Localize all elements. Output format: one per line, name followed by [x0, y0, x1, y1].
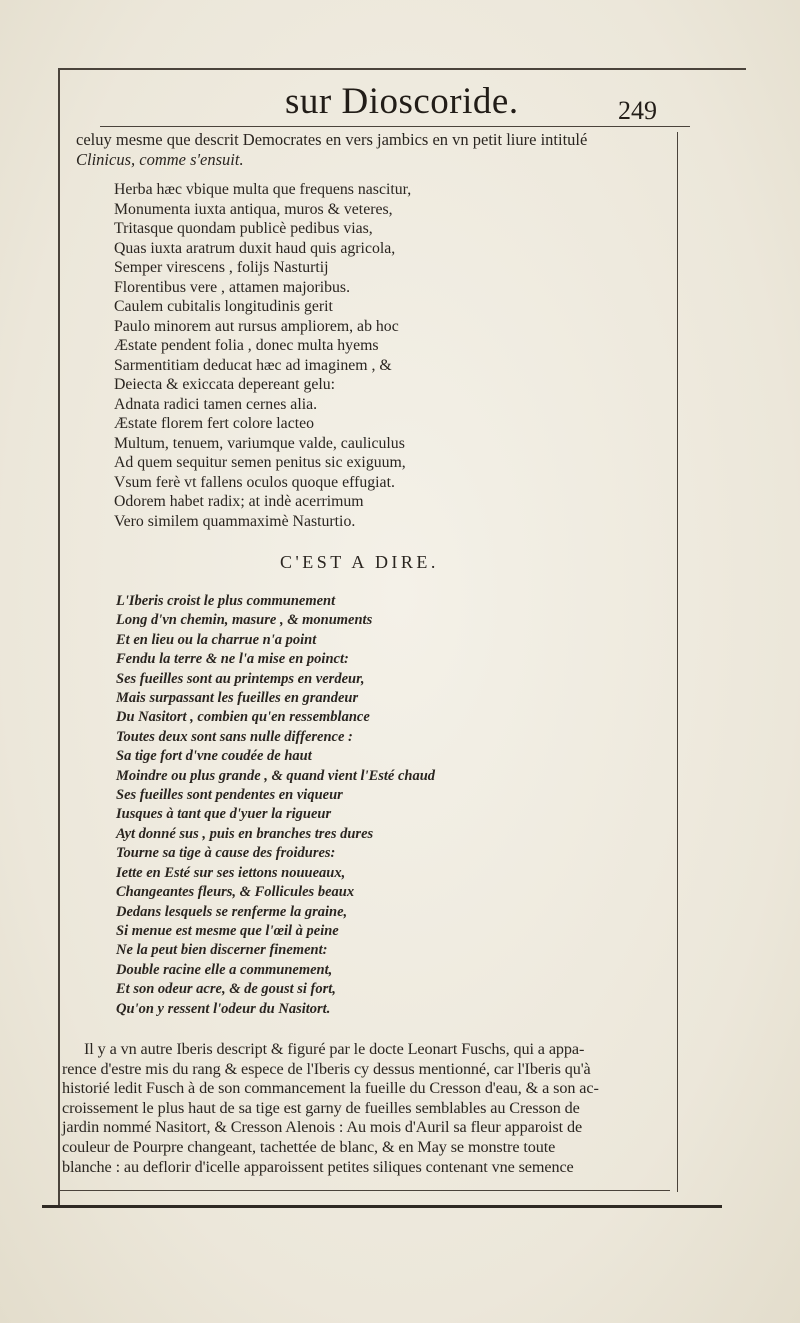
verse-line: Si menue est mesme que l'œil à peine [116, 922, 339, 939]
verse-line: Et en lieu ou la charrue n'a point [116, 631, 317, 648]
verse-line: Mais surpassant les fueilles en grandeur [116, 690, 359, 707]
verse-line: Tourne sa tige à cause des froidures: [116, 845, 336, 862]
text-line: blanche : au deflorir d'icelle apparoissent petites siliques contenant vne semence [62, 1157, 574, 1176]
text-line: celuy mesme que descrit Democrates en vers jambics en vn petit liure intitulé [76, 130, 588, 149]
verse-line: Changeantes fleurs, & Follicules beaux [116, 884, 355, 901]
intro-paragraph [76, 130, 686, 170]
prose-paragraph [62, 1040, 670, 1177]
page-number: 249 [618, 96, 657, 125]
verse-line: Iusques à tant que d'yuer la rigueur [116, 806, 332, 823]
text-line: rence d'estre mis du rang & espece de l'Iberis cy dessus mentionné, car l'Iberis qu'à [62, 1059, 591, 1078]
page-header [70, 78, 680, 128]
verse-line: Du Nasitort , combien qu'en ressemblance [116, 709, 370, 726]
running-title: sur Dioscoride. [285, 81, 519, 122]
verse-line: Dedans lesquels se renferme la graine, [116, 903, 348, 920]
verse-line: Adnata radici tamen cernes alia. [114, 395, 318, 413]
verse-line: Double racine elle a communement, [116, 961, 333, 978]
text-line: historié ledit Fusch à de son commancement la fueille du Cresson d'eau, & a son ac- [62, 1079, 599, 1098]
bottom-rule-thick [42, 1205, 722, 1208]
verse-line: Moindre ou plus grande , & quand vient l'Esté chaud [116, 767, 436, 784]
section-heading: C'EST A DIRE. [280, 552, 439, 572]
verse-line: Semper virescens , folijs Nasturtij [114, 259, 329, 276]
verse-line: Multum, tenuem, variumque valde, cauliculus [114, 434, 405, 452]
verse-line: Tritasque quondam publicè pedibus vias, [114, 220, 373, 237]
french-poem [116, 592, 566, 1019]
verse-line: Æstate florem fert colore lacteo [114, 415, 314, 432]
verse-line: Florentibus vere , attamen majoribus. [114, 278, 351, 296]
verse-line: Herba hæc vbique multa que frequens nascitur, [114, 181, 412, 198]
text-line: Il y a vn autre Iberis descript & figuré par le docte Leonart Fuschs, qui a appa- [84, 1040, 585, 1058]
verse-line: Vsum ferè vt fallens oculos quoque effugiat. [114, 473, 395, 491]
verse-line: Ne la peut bien discerner finement: [116, 942, 328, 959]
frame-left-rule [58, 68, 60, 1208]
verse-line: Deiecta & exiccata depereant gelu: [114, 376, 336, 393]
verse-line: Ses fueilles sont au printemps en verdeur, [116, 670, 365, 687]
verse-line: Ses fueilles sont pendentes en viqueur [116, 787, 343, 804]
bottom-rule-thin [60, 1190, 670, 1191]
text-line: jardin nommé Nasitort, & Cresson Alenois : Au mois d'Auril sa fleur apparoist de [62, 1118, 583, 1137]
verse-line: Quas iuxta aratrum duxit haud quis agricola, [114, 239, 396, 257]
verse-line: Ayt donné sus , puis en branches tres dures [116, 825, 374, 842]
verse-line: Monumenta iuxta antiqua, muros & veteres, [114, 200, 393, 218]
verse-line: Ad quem sequitur semen penitus sic exiguum, [114, 454, 406, 471]
text-line: croissement le plus haut de sa tige est garny de fueilles semblables au Cresson de [62, 1098, 580, 1117]
verse-line: Caulem cubitalis longitudinis gerit [114, 298, 333, 315]
verse-line: Toutes deux sont sans nulle difference : [116, 728, 353, 745]
verse-line: Fendu la terre & ne l'a mise en poinct: [116, 651, 349, 668]
verse-line: Æstate pendent folia , donec multa hyems [114, 337, 379, 354]
verse-line: L'Iberis croist le plus communement [116, 593, 336, 609]
text-line: Clinicus, comme s'ensuit. [76, 150, 244, 169]
verse-line: Iette en Esté sur ses iettons nouueaux, [116, 864, 346, 881]
verse-line: Paulo minorem aut rursus ampliorem, ab hoc [114, 317, 399, 335]
verse-line: Qu'on y ressent l'odeur du Nasitort. [116, 1000, 331, 1017]
header-rule [100, 126, 690, 127]
verse-line: Sa tige fort d'vne coudée de haut [116, 748, 312, 765]
latin-poem [114, 180, 534, 531]
verse-line: Odorem habet radix; at indè acerrimum [114, 493, 364, 510]
text-line: couleur de Pourpre changeant, tachettée de blanc, & en May se monstre toute [62, 1137, 556, 1156]
verse-line: Et son odeur acre, & de goust si fort, [116, 981, 336, 998]
frame-top-rule [60, 68, 746, 70]
frame-right-rule [677, 132, 678, 1192]
verse-line: Sarmentitiam deducat hæc ad imaginem , & [114, 356, 392, 374]
verse-line: Vero similem quammaximè Nasturtio. [114, 512, 356, 530]
verse-line: Long d'vn chemin, masure , & monuments [116, 612, 373, 629]
